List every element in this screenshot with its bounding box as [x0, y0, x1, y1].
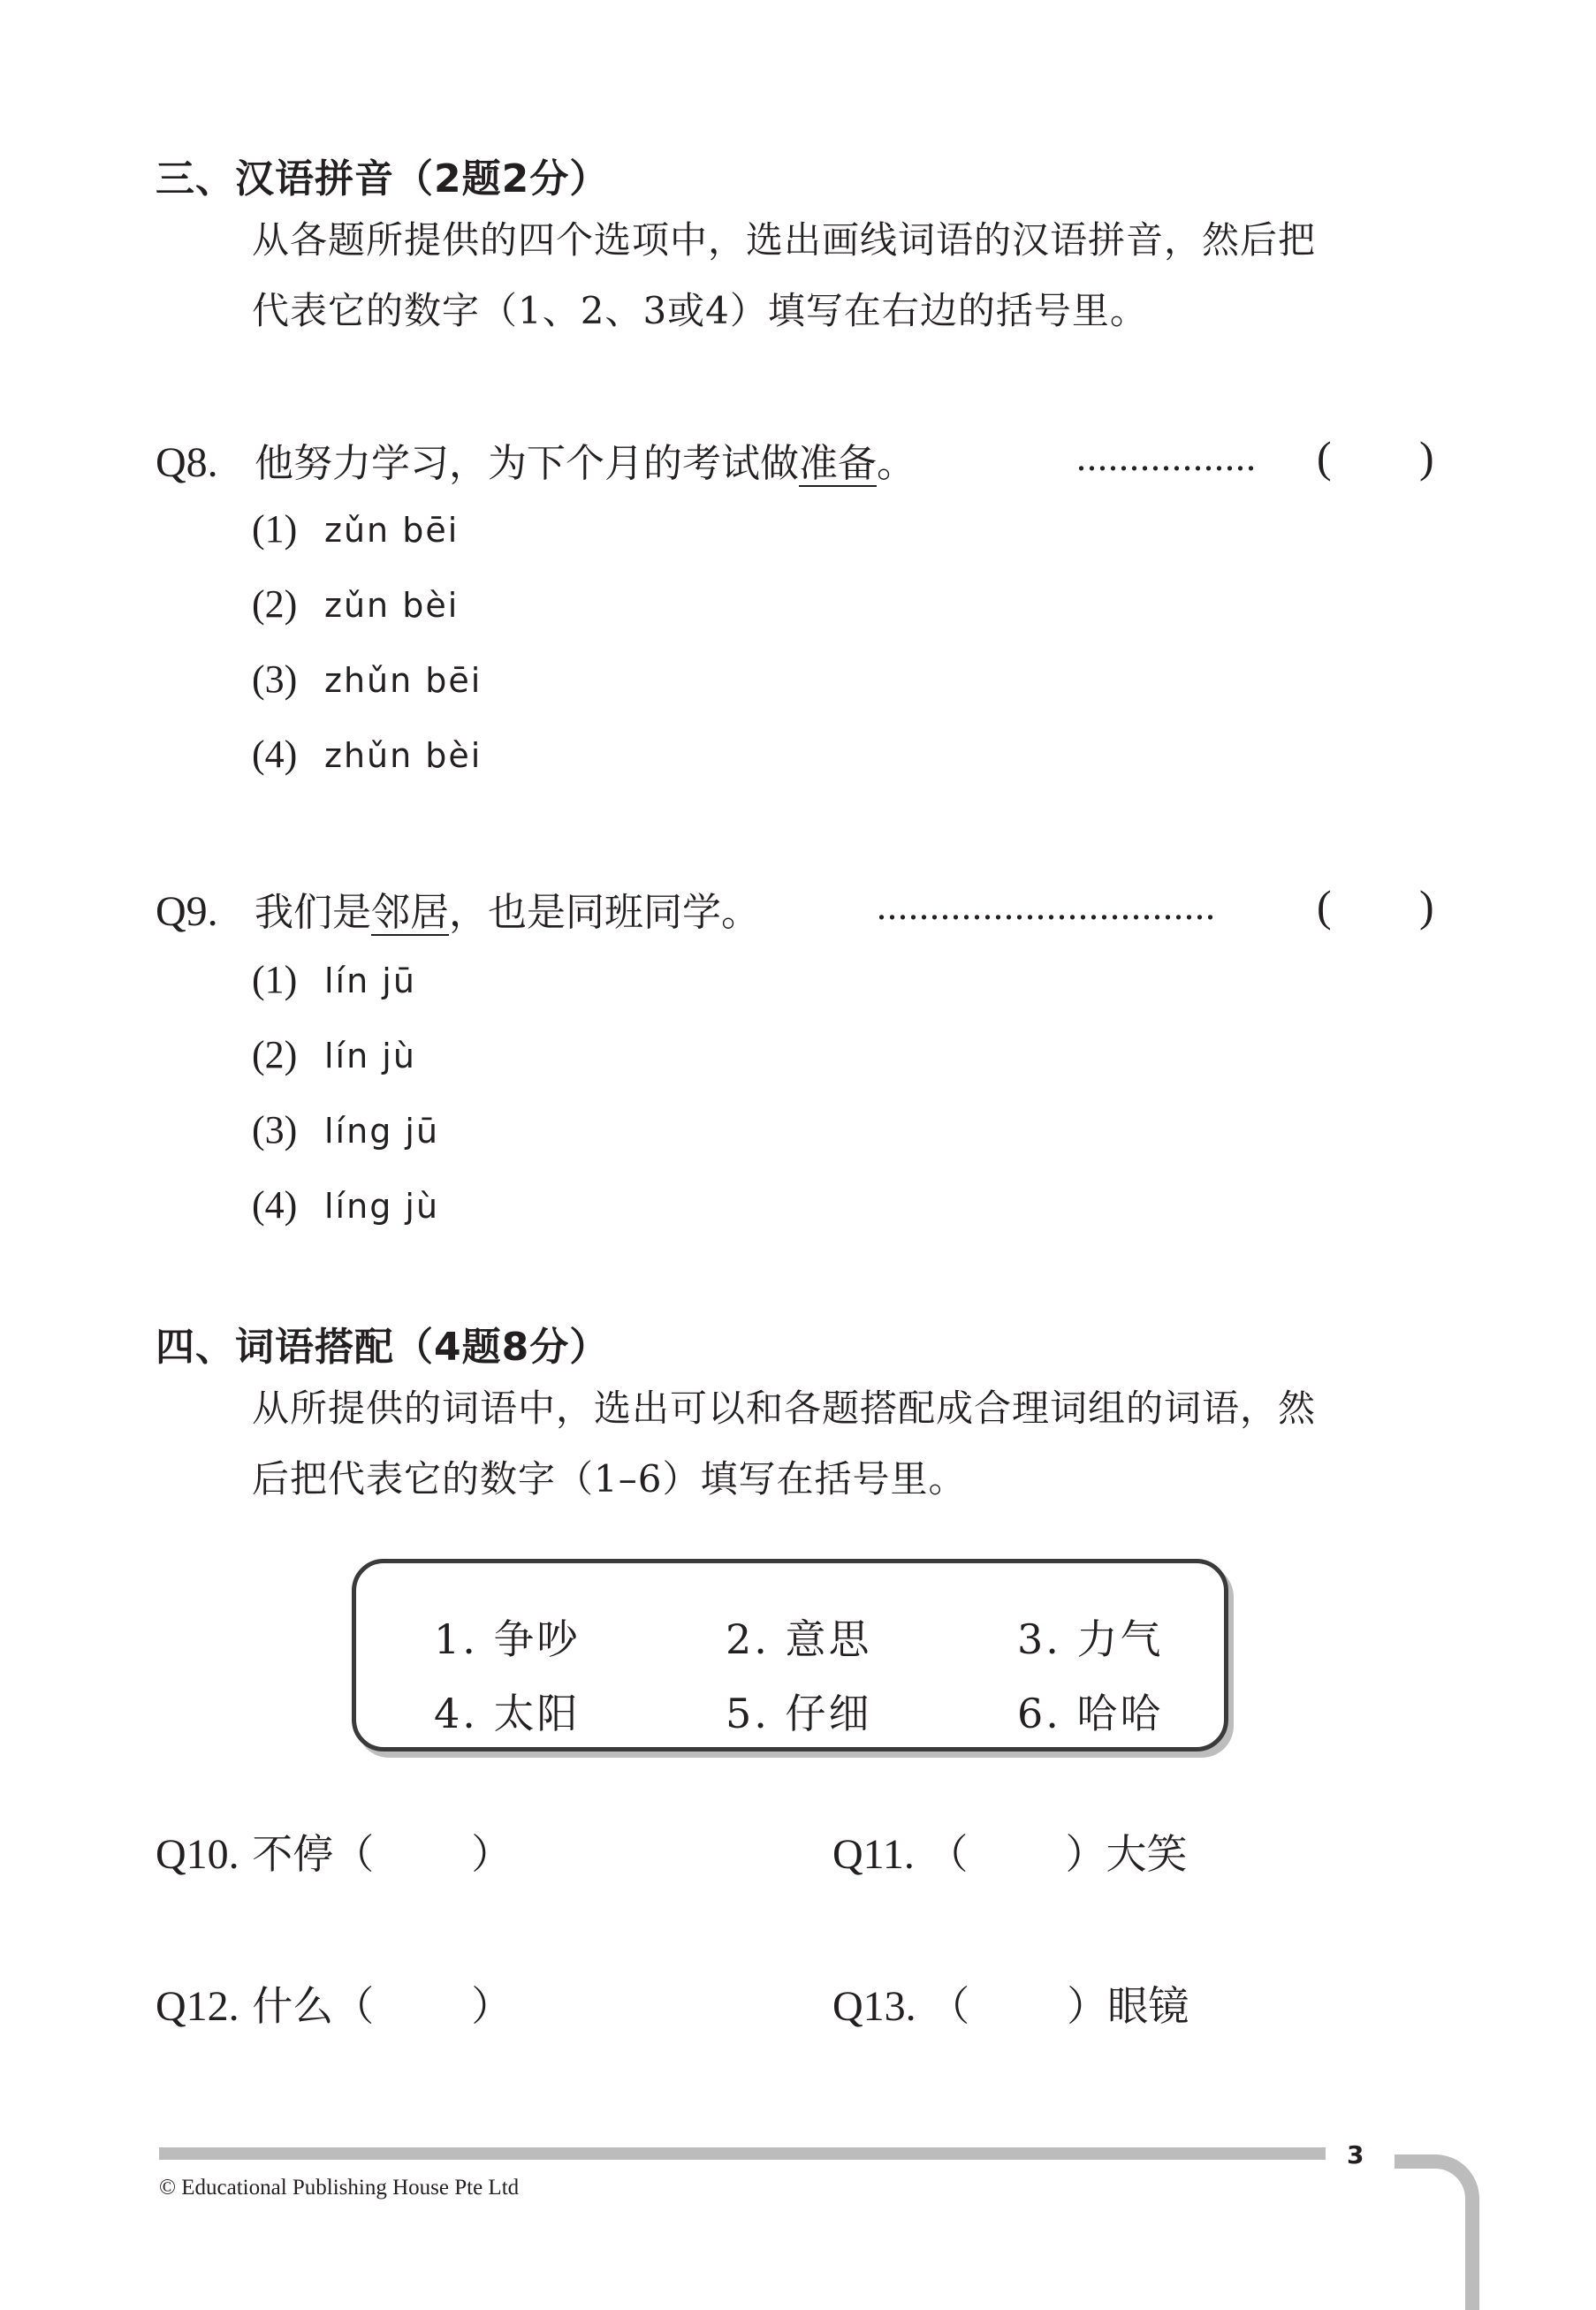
leader-dots: ................................ — [877, 885, 1216, 928]
option-number: (1) — [252, 958, 298, 1001]
question-number: Q10. — [156, 1831, 239, 1878]
word-bank-box — [352, 1559, 1228, 1751]
question-text: 他努力学习，为下个月的考试做 — [255, 441, 799, 486]
question-suffix: ）眼镜 — [1067, 1982, 1189, 2030]
option-pinyin: zǔn bēi — [324, 511, 460, 550]
question-q12 — [156, 1974, 512, 2033]
word-option: 5. 仔细 — [726, 1690, 872, 1737]
option-pinyin: zhǔn bēi — [324, 661, 483, 700]
question-suffix: ）大笑 — [1065, 1830, 1188, 1878]
underlined-word: 准备 — [799, 441, 877, 486]
question-suffix: ） — [471, 1830, 513, 1878]
instruction-line: 从各题所提供的四个选项中，选出画线词语的汉语拼音，然后把 — [252, 218, 1317, 262]
leader-dots: ................. — [1076, 436, 1257, 479]
option-number: (2) — [252, 1033, 298, 1076]
footer-bar — [159, 2147, 1326, 2160]
section-4-heading: 四、词语搭配（4题8分） — [156, 1325, 610, 1370]
question-number: Q9. — [156, 888, 218, 935]
question-q11 — [832, 1822, 1188, 1881]
question-number: Q12. — [156, 1983, 239, 2030]
word-option: 6. 哈哈 — [1017, 1690, 1164, 1737]
option-number: (4) — [252, 1183, 298, 1227]
question-prefix: 什么（ — [252, 1982, 375, 2030]
instruction-line: 后把代表它的数字（1–6）填写在括号里。 — [252, 1457, 967, 1501]
answer-bracket-close: ) — [1419, 881, 1434, 931]
word-option: 4. 太阳 — [434, 1690, 581, 1737]
section-3-instructions — [252, 205, 1316, 346]
option-4 — [252, 732, 482, 777]
option-number: (1) — [252, 507, 298, 551]
option-number: (3) — [252, 1108, 298, 1151]
question-suffix: ） — [471, 1982, 513, 2030]
option-number: (3) — [252, 657, 298, 701]
question-q13 — [832, 1974, 1189, 2033]
question-prefix: 不停（ — [252, 1830, 375, 1878]
option-2 — [252, 1032, 416, 1077]
option-3 — [252, 1107, 439, 1152]
option-1 — [252, 957, 416, 1002]
copyright-notice: © Educational Publishing House Pte Ltd — [159, 2176, 520, 2200]
question-q10 — [156, 1822, 512, 1881]
option-number: (4) — [252, 733, 298, 776]
page-number: 3 — [1347, 2140, 1364, 2169]
instruction-line: 代表它的数字（1、2、3或4）填写在右边的括号里。 — [252, 289, 1148, 332]
question-text: 我们是 — [255, 890, 371, 935]
section-3-heading: 三、汉语拼音（2题2分） — [156, 156, 610, 201]
option-pinyin: líng jù — [324, 1187, 440, 1226]
question-q9 — [156, 880, 760, 937]
question-prefix: （ — [927, 1830, 969, 1878]
question-text-end: 。 — [877, 441, 916, 486]
instruction-line: 从所提供的词语中，选出可以和各题搭配成合理词组的词语，然 — [252, 1387, 1317, 1430]
word-option: 3. 力气 — [1017, 1615, 1164, 1663]
question-q8 — [156, 431, 916, 488]
option-number: (2) — [252, 582, 298, 626]
question-number: Q13. — [832, 1983, 916, 2030]
question-number: Q11. — [832, 1831, 915, 1878]
question-text-end: ，也是同班同学。 — [449, 890, 760, 935]
question-number: Q8. — [156, 439, 218, 486]
word-option: 2. 意思 — [726, 1615, 872, 1663]
underlined-word: 邻居 — [371, 890, 449, 935]
option-3 — [252, 657, 482, 702]
question-prefix: （ — [929, 1982, 970, 2030]
option-pinyin: zhǔn bèi — [324, 736, 483, 775]
page-corner-decoration — [1395, 2154, 1479, 2310]
option-1 — [252, 506, 459, 551]
answer-bracket-open: ( — [1317, 881, 1332, 931]
option-pinyin: líng jū — [324, 1112, 440, 1151]
option-4 — [252, 1182, 439, 1227]
option-pinyin: lín jū — [324, 961, 416, 1000]
option-2 — [252, 581, 459, 627]
answer-bracket-close: ) — [1419, 432, 1434, 482]
answer-bracket-open: ( — [1317, 432, 1332, 482]
option-pinyin: zǔn bèi — [324, 586, 460, 625]
option-pinyin: lín jù — [324, 1037, 416, 1075]
section-4-instructions — [252, 1373, 1316, 1515]
word-option: 1. 争吵 — [434, 1615, 581, 1663]
